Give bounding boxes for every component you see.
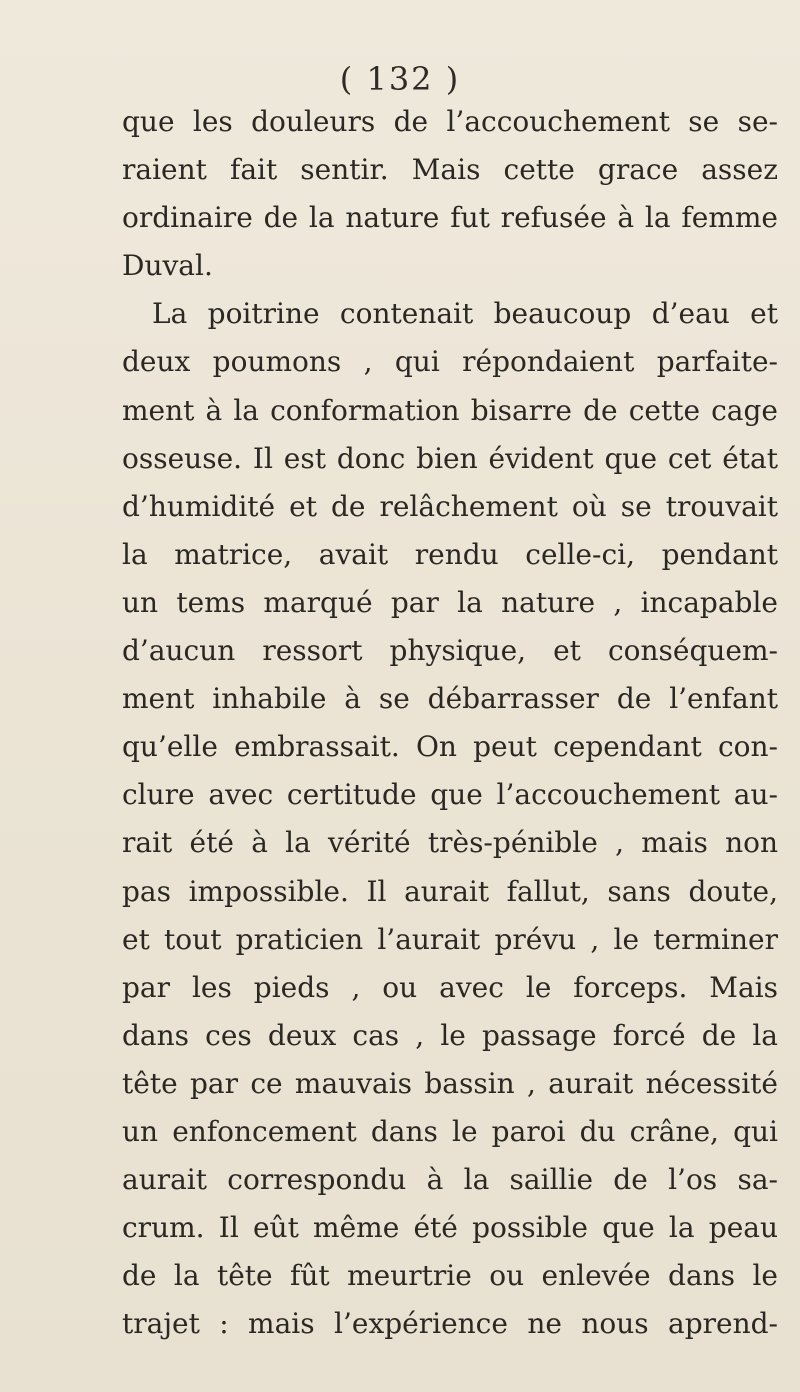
- text-line: un enfoncement dans le paroi du crâne, qui: [122, 1114, 778, 1148]
- text-line: par les pieds , ou avec le forceps. Mais: [122, 970, 778, 1004]
- page-number: ( 132 ): [339, 60, 461, 98]
- text-line: que les douleurs de l’accouchement se se-: [122, 105, 778, 138]
- text-line: deux poumons , qui répondaient parfaite-: [122, 345, 778, 379]
- text-line: un tems marqué par la nature , incapable: [122, 585, 778, 619]
- text-line: rait été à la vérité très-pénible , mais non: [122, 826, 778, 860]
- text-line: et tout praticien l’aurait prévu , le terminer: [122, 922, 778, 956]
- text-line: osseuse. Il est donc bien évident que cet état: [122, 441, 778, 475]
- text-line: ment à la conformation bisarre de cette cage: [122, 393, 778, 427]
- text-line: qu’elle embrassait. On peut cependant con-: [122, 730, 778, 764]
- text-line: crum. Il eût même été possible que la peau: [122, 1211, 778, 1245]
- text-line: Duval.: [122, 249, 213, 283]
- text-line: pas impossible. Il aurait fallut, sans doute,: [122, 874, 778, 908]
- text-line: raient fait sentir. Mais cette grace assez: [122, 153, 778, 187]
- text-line: ordinaire de la nature fut refusée à la femme: [122, 201, 778, 235]
- body-text: [122, 98, 778, 1348]
- text-line: la matrice, avait rendu celle-ci, pendant: [122, 537, 778, 571]
- text-line: tête par ce mauvais bassin , aurait nécessité: [122, 1066, 778, 1100]
- text-line: d’aucun ressort physique, et conséquem-: [122, 634, 778, 668]
- text-line: d’humidité et de relâchement où se trouvait: [122, 489, 778, 523]
- text-line: de la tête fût meurtrie ou enlevée dans le: [122, 1259, 778, 1293]
- text-line: clure avec certitude que l’accouchement au-: [122, 778, 778, 812]
- text-line: La poitrine contenait beaucoup d’eau et: [152, 297, 778, 331]
- text-line: trajet : mais l’expérience ne nous aprend-: [122, 1307, 778, 1341]
- text-line: dans ces deux cas , le passage forcé de la: [122, 1018, 778, 1052]
- text-line: aurait correspondu à la saillie de l’os sa-: [122, 1163, 778, 1197]
- text-line: ment inhabile à se débarrasser de l’enfant: [122, 682, 778, 716]
